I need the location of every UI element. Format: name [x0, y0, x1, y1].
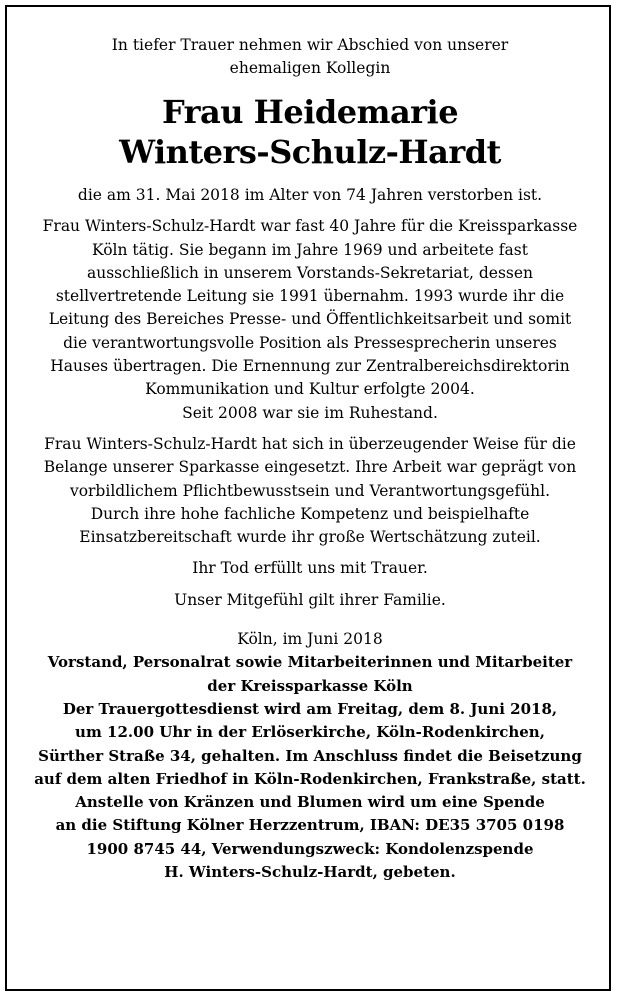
intro-line: ehemaligen Kollegin	[229, 59, 391, 77]
grief-line: Ihr Tod erfüllt uns mit Trauer.	[192, 559, 428, 578]
obituary-notice	[14, 34, 606, 884]
appreciation-paragraph: Frau Winters-Schulz-Hardt hat sich in überzeugender Weise für die Belange unserer Sparkasse eingesetzt. Ihre Arbeit war geprägt von vorbildlichem Pflichtbewusstsein und Verantwortungsgefühl. Durch ihre hohe fachliche Kompetenz und beispielhafte Einsatzbereitschaft wurde ihr große Wertschätzung zuteil.	[43, 434, 577, 547]
career-paragraph: Frau Winters-Schulz-Hardt war fast 40 Jahre für die Kreissparkasse Köln tätig. Sie begann im Jahre 1969 und arbeitete fast ausschließlich in unserem Vorstands-Sekretariat, dessen stellvertretende Leitung sie 1991 übernahm. 1993 wurde ihr die Leitung des Bereiches Presse- und Öffentlichkeitsarbeit und somit die verantwortungsvolle Position als Pressesprecherin unseres Hauses übertragen. Die Ernennung zur Zentralbereichsdirektorin Kommunikation und Kultur erfolgte 2004. Seit 2008 war sie im Ruhestand.	[42, 217, 578, 422]
intro-text	[14, 34, 606, 80]
donation-request: Anstelle von Kränzen und Blumen wird um eine Spende an die Stiftung Kölner Herzzentrum, IBAN: DE35 3705 0198 1900 8745 44, Verwendungszweck: Kondolenzspende H. Winters-Schulz-Hardt, gebeten.	[55, 793, 565, 882]
intro-line: In tiefer Trauer nehmen wir Abschied von unserer	[111, 36, 509, 54]
death-date-line: die am 31. Mai 2018 im Alter von 74 Jahren verstorben ist.	[77, 186, 543, 204]
place-date: Köln, im Juni 2018	[237, 630, 383, 649]
sympathy-line: Unser Mitgefühl gilt ihrer Familie.	[174, 590, 446, 609]
name-line: Frau Heidemarie	[161, 93, 459, 131]
funeral-service-info: Der Trauergottesdienst wird am Freitag, dem 8. Juni 2018, um 12.00 Uhr in der Erlöserkirche, Köln-Rodenkirchen, Sürther Straße 34, gehalten. Im Anschluss findet die Beisetzung auf dem alten Friedhof in Köln-Rodenkirchen, Frankstraße, statt.	[34, 699, 586, 788]
signatories: Vorstand, Personalrat sowie Mitarbeiterinnen und Mitarbeiter der Kreissparkasse Köln	[47, 653, 573, 695]
name-line: Winters-Schulz-Hardt	[119, 133, 501, 171]
deceased-name	[14, 92, 606, 172]
